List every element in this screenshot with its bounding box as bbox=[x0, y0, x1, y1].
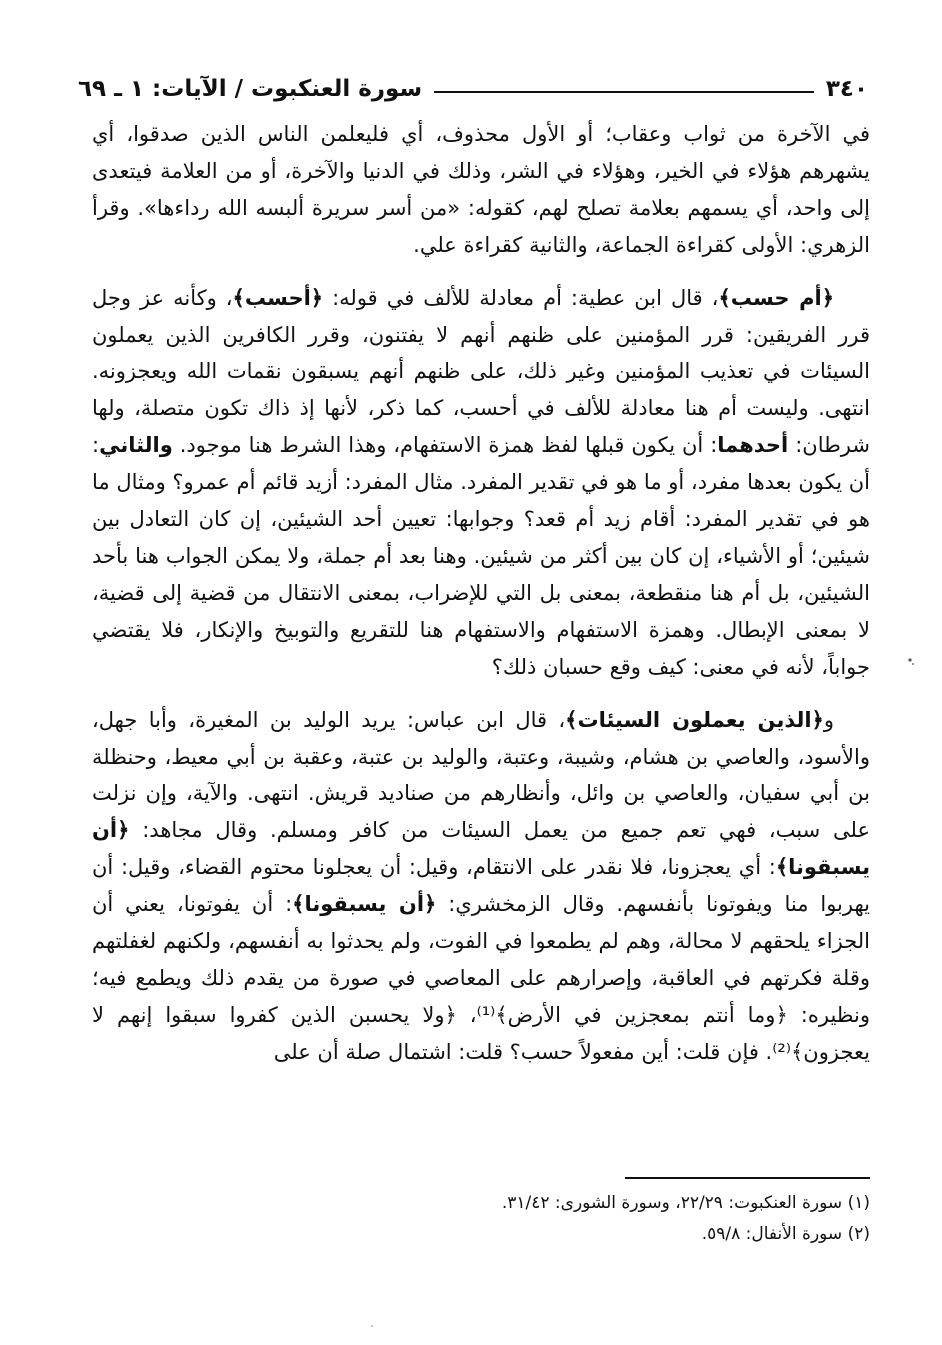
text-run: : أن يكون بعدها مفرد، أو ما هو في تقدير المفرد. مثال المفرد: أزيد قائم أم عمرو؟ ومثال ما هو في تقدير المفرد: أقام زيد أم قعد؟ وجوابها: تعيين أحد الشيئين، إن كان التعادل بين شيئين؛ أو الأشياء، إن كان بين أكثر من شيئين. وهنا بعد أم جملة، ولا يمكن الجواب هنا بأحد الشيئين، بل أم هنا منقطعة، بمعنى بل التي للإضراب، بمعنى الانتقال من قضية إلى قضية، لا بمعنى الإبطال. وهمزة الاستفهام والاستفهام هنا للتقريع والتوبيخ والإنكار، فلا يقتضي جواباً، لأنه في معنى: كيف وقع حسبان ذلك؟ bbox=[92, 433, 870, 679]
text-run: ، قال ابن عباس: يريد الوليد بن المغيرة، وأبا جهل، والأسود، والعاصي بن هشام، وشيبة، وعتبة، والوليد بن عتبة، وعقبة بن أبي معيط، وحنظلة بن أبي سفيان، والعاصي بن وائل، وأنظارهم من صناديد قريش. انتهى. والآية، وإن نزلت على سبب، فهي تعم جميع من يعمل السيئات من كافر ومسلم. وقال مجاهد: bbox=[92, 707, 870, 843]
text-run: ، قال ابن عطية: أم معادلة للألف في قوله: bbox=[323, 285, 719, 310]
text-run: : أن يكون قبلها لفظ همزة الاستفهام، وهذا الشرط هنا موجود. bbox=[172, 433, 718, 458]
emphasized-text: ﴿أن يسبقونا﴾ bbox=[92, 818, 870, 880]
footnote: (١) سورة العنكبوت: ٢٢/٢٩، وسورة الشورى: ٣١/٤٢. bbox=[501, 1193, 870, 1213]
text-run: . فإن قلت: أين مفعولاً حسب؟ قلت: اشتمال صلة أن على bbox=[273, 1039, 773, 1064]
speck bbox=[912, 663, 914, 665]
text-run: و bbox=[823, 707, 835, 732]
text-run: ⁽²⁾ bbox=[772, 1039, 791, 1064]
text-run: ⁽¹⁾ bbox=[476, 1002, 496, 1027]
text-run: ﴿ولا يحسبن الذين كفروا سبقوا إنهم لا يعجزون﴾ bbox=[92, 1002, 870, 1064]
running-title: سورة العنكبوت / الآيات: ١ ـ ٦٩ bbox=[78, 76, 423, 102]
text-run: : أن يفوتونا، يعني أن الجزاء يلحقهم لا محالة، وهم لم يطمعوا في الفوت، ولم يحدثوا به أنفسهم، ولكنهم لغفلتهم وقلة فكرتهم في العاقبة، وإصرارهم على المعاصي في صورة من يقدم ذلك ويطمع فيه؛ ونظيره: bbox=[92, 892, 870, 1027]
emphasized-text: ﴿الذين يعملون السيئات﴾ bbox=[565, 707, 824, 732]
speck bbox=[371, 1325, 373, 1327]
emphasized-text: ﴿أم حسب﴾ bbox=[718, 285, 834, 310]
emphasized-text: أحدهما bbox=[717, 433, 789, 458]
text-run: في الآخرة من ثواب وعقاب؛ أو الأول محذوف، أي فليعلمن الناس الذين صدقوا، أي يشهرهم هؤلاء في الخير، وهؤلاء في الشر، وذلك في الدنيا والآخرة، أو من العلامة فيتعدى إلى واحد، أي يسمهم بعلامة تصلح لهم، كقوله: «من أسر سريرة ألبسه الله رداءها». وقرأ الزهري: الأولى كقراءة الجماعة، والثانية كقراءة علي. bbox=[92, 122, 870, 257]
emphasized-text: ﴿أحسب﴾ bbox=[232, 285, 324, 310]
text-run: ﴿وما أنتم بمعجزين في الأرض﴾ bbox=[495, 1002, 788, 1027]
text-run: : أي يعجزونا، فلا نقدر على الانتقام، وقيل: أن يعجلونا محتوم القضاء، وقيل: أن يهربوا منا ويفوتونا بأنفسهم. وقال الزمخشري: bbox=[92, 855, 871, 917]
page-number: ٣٤٠ bbox=[825, 76, 868, 102]
text-run: ، وكأنه عز وجل قرر الفريقين: قرر المؤمنين على ظنهم أنهم لا يفتنون، وقرر الكافرين الذين يعملون السيئات في تعذيب المؤمنين وغير ذلك، على ظنهم أنهم يسبقون نقمات الله ويعجزونه. انتهى. وليست أم هنا معادلة للألف في أحسب، كما ذكر، لأنها إذ ذاك تكون متصلة، ولها شرطان: bbox=[92, 285, 870, 458]
emphasized-text: والثاني bbox=[99, 433, 173, 458]
footnote: (٢) سورة الأنفال: ٥٩/٨. bbox=[701, 1224, 870, 1244]
speck bbox=[908, 658, 911, 661]
text-run: ، bbox=[456, 1002, 477, 1027]
emphasized-text: ﴿أن يسبقونا﴾ bbox=[292, 892, 437, 917]
